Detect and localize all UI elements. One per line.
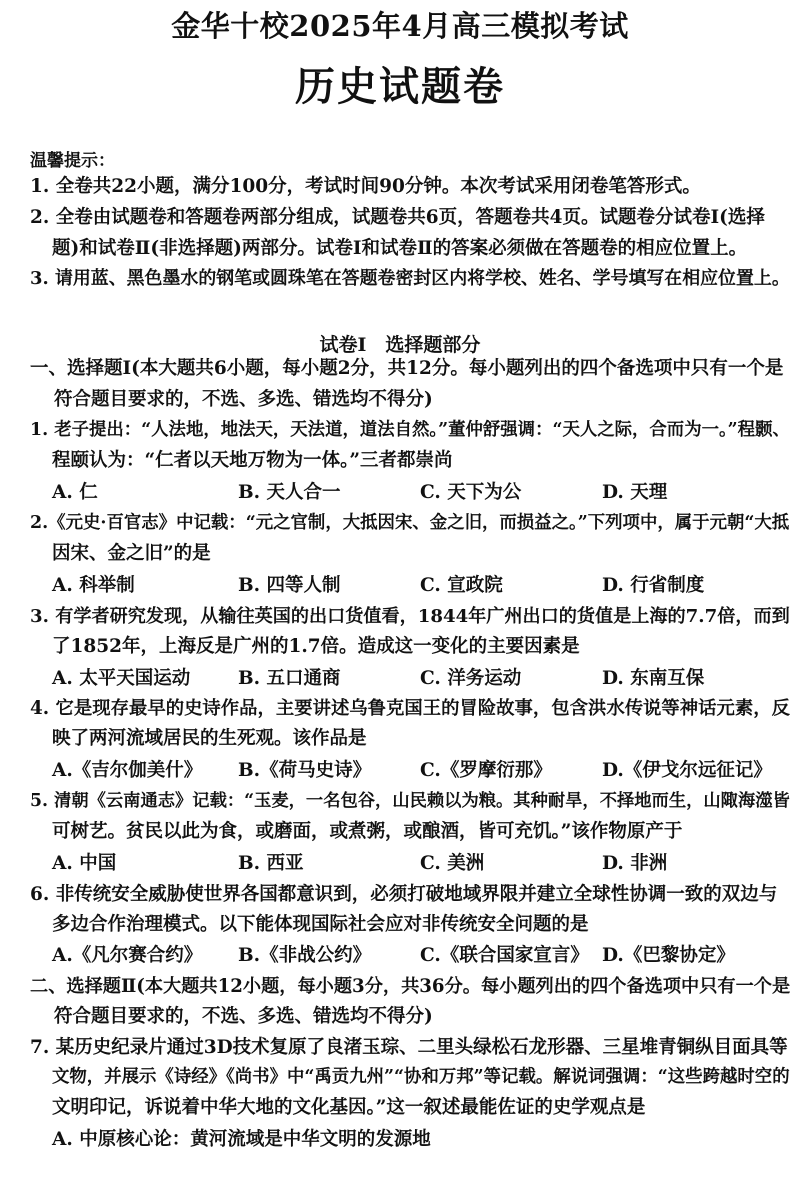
option-b: B. 四等人制 bbox=[238, 575, 341, 596]
question-2-stem: 2.《元史·百官志》中记载：“元之官制，大抵因宋、金之旧，而损益之。”下列项中，属于元朝“大抵 bbox=[30, 513, 790, 533]
option-d: D. 行省制度 bbox=[602, 575, 705, 596]
option-c: C.《罗摩衍那》 bbox=[420, 760, 552, 781]
option-d: D. 东南互保 bbox=[602, 668, 705, 689]
question-2-stem-cont: 因宋、金之旧”的是 bbox=[52, 543, 211, 564]
question-7-stem-cont: 文物，并展示《诗经》《尚书》中“禹贡九州”“协和万邦”等记载。解说词强调：“这些跨越时空的 bbox=[52, 1067, 790, 1087]
tip-line: 题)和试卷Ⅱ(非选择题)两部分。试卷Ⅰ和试卷Ⅱ的答案必须做在答题卷的相应位置上。 bbox=[52, 238, 748, 259]
question-4-stem-cont: 映了两河流域居民的生死观。该作品是 bbox=[52, 728, 367, 749]
exam-title: 金华十校2025年4月高三模拟考试 bbox=[171, 9, 629, 43]
part-heading-cont: 符合题目要求的，不选、多选、错选均不得分) bbox=[54, 389, 433, 410]
part-heading: 一、选择题Ⅰ(本大题共6小题，每小题2分，共12分。每小题列出的四个备选项中只有一个是 bbox=[30, 358, 784, 379]
option-b: B. 西亚 bbox=[238, 853, 304, 874]
question-7-stem-cont: 文明印记，诉说着中华大地的文化基因。”这一叙述最能佐证的史学观点是 bbox=[52, 1097, 646, 1118]
option-a: A. 中国 bbox=[52, 853, 117, 874]
question-7-stem: 7. 某历史纪录片通过3D技术复原了良渚玉琮、二里头绿松石龙形器、三星堆青铜纵目面具等 bbox=[30, 1037, 788, 1058]
paper-title: 历史试题卷 bbox=[295, 63, 505, 110]
section-title: 试卷Ⅰ 选择题部分 bbox=[319, 334, 481, 356]
option-a: A. 仁 bbox=[52, 482, 98, 503]
question-5-stem-cont: 可树艺。贫民以此为食，或磨面，或煮粥，或酿酒，皆可充饥。”该作物原产于 bbox=[52, 821, 683, 842]
question-4-stem: 4. 它是现存最早的史诗作品，主要讲述乌鲁克国王的冒险故事，包含洪水传说等神话元素，反 bbox=[30, 698, 790, 719]
option-a: A.《凡尔赛合约》 bbox=[52, 945, 203, 966]
question-6-stem: 6. 非传统安全威胁使世界各国都意识到，必须打破地域界限并建立全球性协调一致的双边与 bbox=[30, 884, 778, 905]
option-c: C.《联合国家宣言》 bbox=[420, 945, 589, 966]
part-heading-cont: 符合题目要求的，不选、多选、错选均不得分) bbox=[54, 1006, 433, 1027]
question-1-stem-cont: 程颐认为：“仁者以天地万物为一体。”三者都崇尚 bbox=[52, 450, 453, 471]
option-a: A. 太平天国运动 bbox=[52, 668, 191, 689]
part-heading: 二、选择题Ⅱ(本大题共12小题，每小题3分，共36分。每小题列出的四个备选项中只有一个是 bbox=[30, 976, 791, 997]
option-b: B.《荷马史诗》 bbox=[238, 760, 372, 781]
option-d: D. 非洲 bbox=[602, 853, 668, 874]
option-d: D.《伊戈尔远征记》 bbox=[602, 760, 772, 781]
tip-line: 3. 请用蓝、黑色墨水的钢笔或圆珠笔在答题卷密封区内将学校、姓名、学号填写在相应位置上。 bbox=[30, 268, 790, 289]
tips-title: 温馨提示： bbox=[30, 151, 115, 171]
option-d: D.《巴黎协定》 bbox=[602, 945, 735, 966]
option-b: B. 五口通商 bbox=[238, 668, 341, 689]
option-a: A. 科举制 bbox=[52, 575, 135, 596]
option-c: C. 洋务运动 bbox=[420, 668, 522, 689]
option-d: D. 天理 bbox=[602, 482, 668, 503]
option-c: C. 美洲 bbox=[420, 853, 485, 874]
tip-line: 2. 全卷由试题卷和答题卷两部分组成，试题卷共6页，答题卷共4页。试题卷分试卷Ⅰ(选择 bbox=[30, 207, 765, 228]
option-b: B. 天人合一 bbox=[238, 482, 341, 503]
question-3-stem: 3. 有学者研究发现，从输往英国的出口货值看，1844年广州出口的货值是上海的7.7倍，而到 bbox=[30, 606, 790, 627]
option-c: C. 天下为公 bbox=[420, 482, 522, 503]
question-6-stem-cont: 多边合作治理模式。以下能体现国际社会应对非传统安全问题的是 bbox=[52, 914, 589, 935]
tip-line: 1. 全卷共22小题，满分100分，考试时间90分钟。本次考试采用闭卷笔答形式。 bbox=[30, 176, 701, 197]
option-c: C. 宣政院 bbox=[420, 575, 503, 596]
option-a: A.《吉尔伽美什》 bbox=[52, 760, 203, 781]
question-3-stem-cont: 了1852年，上海反是广州的1.7倍。造成这一变化的主要因素是 bbox=[52, 636, 580, 657]
option-a: A. 中原核心论：黄河流域是中华文明的发源地 bbox=[52, 1129, 431, 1150]
question-1-stem: 1. 老子提出：“人法地，地法天，天法道，道法自然。”董仲舒强调：“天人之际，合而为一。”程颢、 bbox=[30, 420, 790, 440]
question-5-stem: 5. 清朝《云南通志》记载：“玉麦，一名包谷，山民赖以为粮。其种耐旱，不择地而生，山陬海澨皆 bbox=[30, 791, 790, 811]
option-b: B.《非战公约》 bbox=[238, 945, 372, 966]
